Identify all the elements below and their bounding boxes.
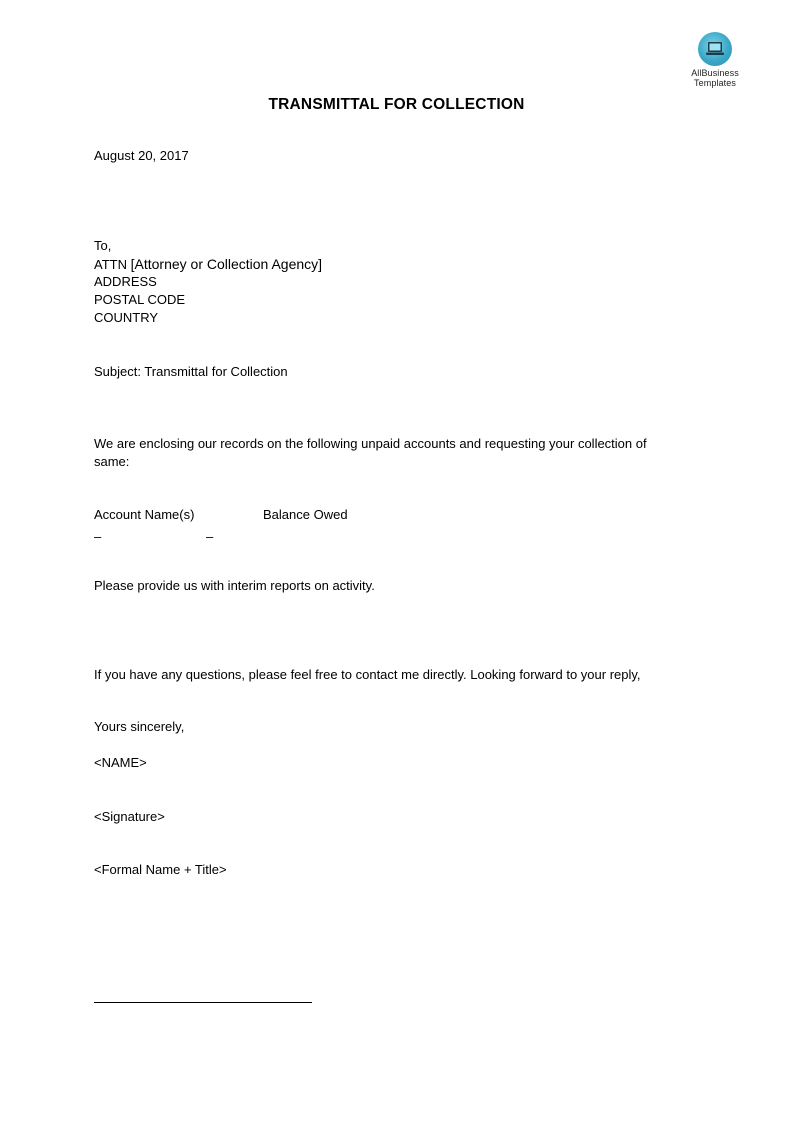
recipient-address: ADDRESS (94, 274, 157, 289)
attn-value: [Attorney or Collection Agency] (130, 256, 323, 272)
letter-date: August 20, 2017 (94, 148, 189, 163)
logo-badge (698, 32, 732, 66)
attn-prefix: ATTN (94, 257, 127, 272)
recipient-to: To, (94, 238, 112, 253)
accounts-row-name: – (94, 529, 102, 544)
laptop-icon (705, 41, 725, 57)
questions-paragraph: If you have any questions, please feel free to contact me directly. Looking forward to your reply, (94, 667, 641, 682)
signature-placeholder: <Signature> (94, 809, 165, 824)
recipient-country: COUNTRY (94, 310, 159, 325)
recipient-attn (94, 255, 322, 274)
closing-line: Yours sincerely, (94, 719, 185, 734)
name-placeholder: <NAME> (94, 755, 147, 770)
recipient-postal-code: POSTAL CODE (94, 292, 186, 307)
body-intro-paragraph: We are enclosing our records on the following unpaid accounts and requesting your collection of same: (94, 436, 647, 469)
document-title: TRANSMITTAL FOR COLLECTION (268, 96, 525, 113)
accounts-header-name: Account Name(s) (94, 507, 195, 522)
accounts-row-balance: – (206, 529, 214, 544)
logo-text-line1: AllBusiness (691, 68, 739, 78)
accounts-header-balance: Balance Owed (263, 507, 348, 522)
formal-name-placeholder: <Formal Name + Title> (94, 862, 227, 877)
allbusiness-templates-logo (678, 32, 752, 88)
interim-reports-paragraph: Please provide us with interim reports on activity. (94, 578, 375, 593)
footnote-divider (94, 1002, 312, 1003)
subject-line: Subject: Transmittal for Collection (94, 364, 288, 379)
logo-text-line2: Templates (694, 78, 736, 88)
